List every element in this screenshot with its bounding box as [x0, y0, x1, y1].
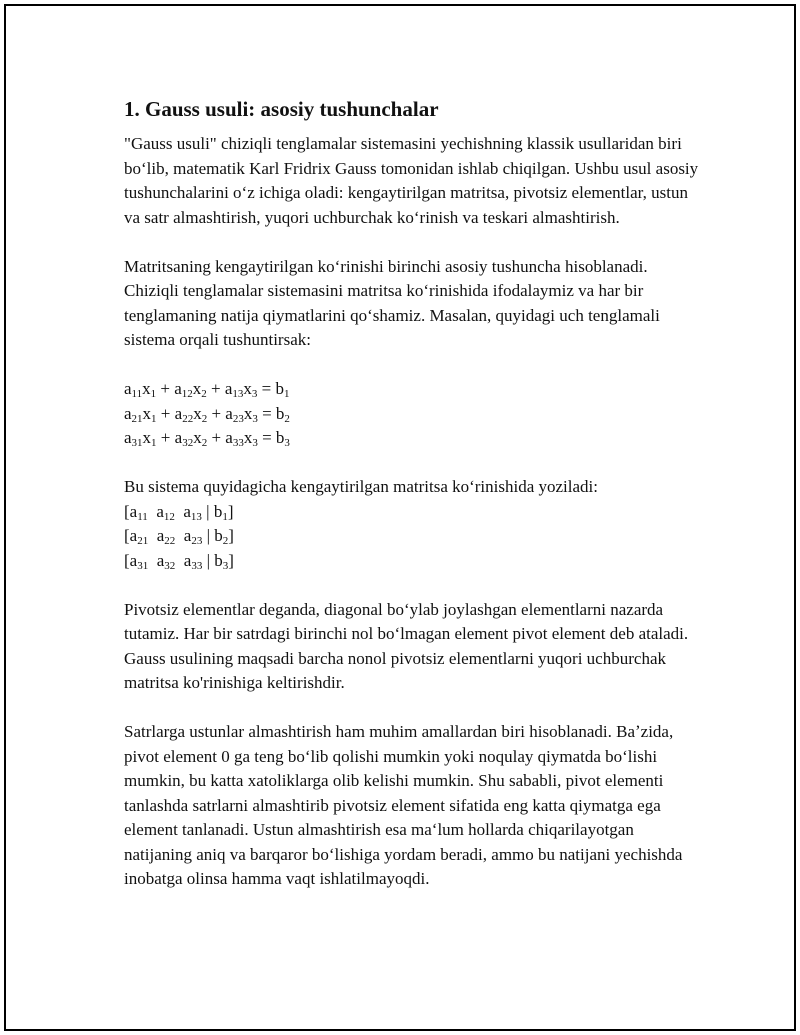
- paragraph-row-swap: Satrlarga ustunlar almashtirish ham muhim amallardan biri hisoblanadi. Baʼzida, pivot element 0 ga teng boʻlib qolishi mumkin yoki noqulay qiymatda boʻlishi mumkin, bu katta xatoliklarga olib kelishi mumkin. Shu sababli, pivot elementi tanlashda satrlarni almashtirib pivotsiz element sifatida eng katta qiymatga ega element tanlanadi. Ustun almashtirish esa maʻlum hollarda chiqarilayotgan natijaning aniq va barqaror boʻlishiga yordam beradi, ammo bu natijani yechishda inobatga olinsa hamma vaqt ishlatilmayoqdi.: [124, 722, 683, 888]
- equation-system: [124, 377, 699, 451]
- augmented-matrix: [124, 500, 699, 574]
- page-frame: [4, 4, 796, 1031]
- paragraph-matrix-intro: Bu sistema quyidagicha kengaytirilgan matritsa koʻrinishida yoziladi:: [124, 477, 598, 496]
- equation-row: $a_{21}x_1 + a_{22}x_2 + a_{23}x_3 = b_2$: [124, 403, 290, 425]
- section-title: 1. Gauss usuli: asosiy tushunchalar: [124, 97, 439, 121]
- paragraph-augmented-matrix: Matritsaning kengaytirilgan koʻrinishi birinchi asosiy tushuncha hisoblanadi. Chiziqli tenglamalar sistemasini matritsa koʻrinishida ifodalaymiz va har bir tenglamaning natija qiymatlarini qoʻshamiz. Masalan, quyidagi uch tenglamali sistema orqali tushuntirsak:: [124, 256, 660, 349]
- equation-row: $a_{31}x_1 + a_{32}x_2 + a_{33}x_3 = b_3$: [124, 428, 290, 449]
- matrix-row: [$a_{21}$ $a_{22}$ $a_{23}$ | $b_2$]: [124, 526, 234, 547]
- matrix-row: [$a_{31}$ $a_{32}$ $a_{33}$ | $b_3$]: [124, 550, 234, 572]
- paragraph-intro: "Gauss usuli" chiziqli tenglamalar sistemasini yechishning klassik usullaridan biri boʻlib, matematik Karl Fridrix Gauss tomonidan ishlab chiqilgan. Ushbu usul asosiy tushunchalarini oʻz ichiga oladi: kengaytirilgan matritsa, pivotsiz elementlar, ustun va satr almashtirish, yuqori uchburchak koʻrinish va teskari almashtirish.: [124, 134, 699, 227]
- matrix-row: [$a_{11}$ $a_{12}$ $a_{13}$ | $b_1$]: [124, 501, 234, 523]
- equation-row: $a_{11}x_1 + a_{12}x_2 + a_{13}x_3 = b_1$: [124, 379, 290, 400]
- paragraph-pivot: Pivotsiz elementlar deganda, diagonal boʻylab joylashgan elementlarni nazarda tutamiz. Har bir satrdagi birinchi nol boʻlmagan element pivot element deb ataladi. Gauss usulining maqsadi barcha nonol pivotsiz elementlarni yuqori uchburchak matritsa ko'rinishiga keltirishdir.: [124, 599, 689, 692]
- document-body: [119, 96, 699, 916]
